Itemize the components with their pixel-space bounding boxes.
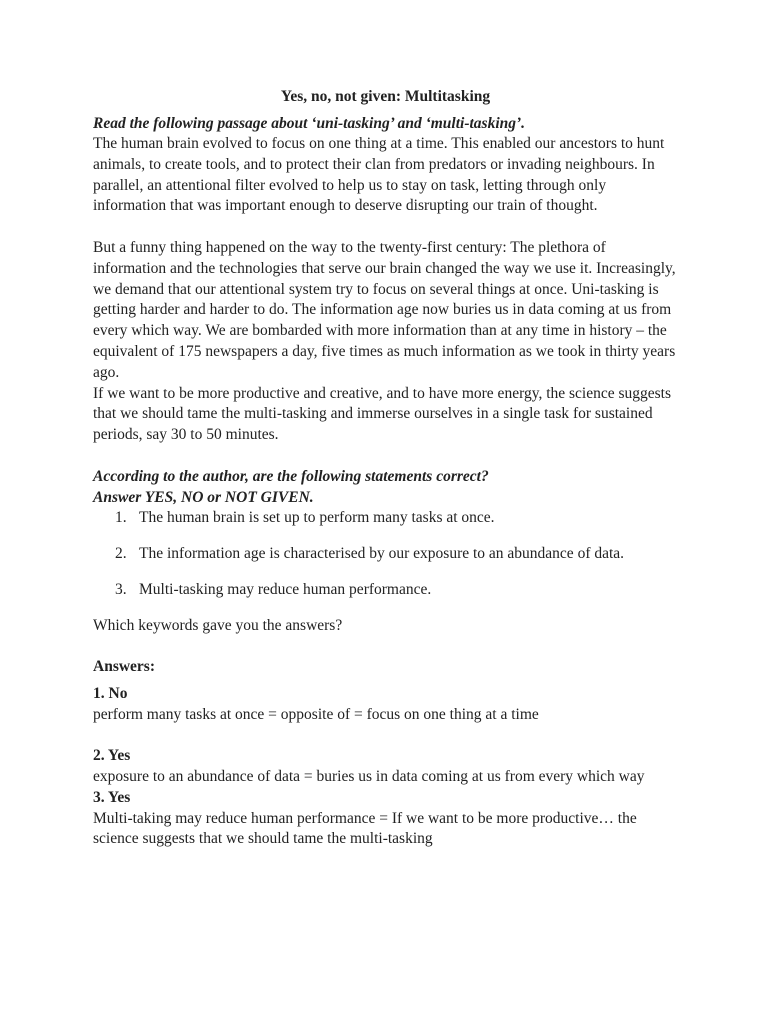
answer-text: exposure to an abundance of data = buries us in data coming at us from every which way [93,768,645,786]
answer-label: 1. No [93,684,128,702]
answer-label: 2. Yes [93,747,131,765]
passage-paragraph-3: If we want to be more productive and creative, and to have more energy, the science suggests that we should tame the multi-tasking and immerse ourselves in a single task for sustained periods, say 30 to 50 minutes. [93,384,672,444]
question-item [93,544,678,565]
document-title: Yes, no, not given: Multitasking [280,88,491,105]
paragraph-gap [93,446,678,467]
question-instruction-1: According to the author, are the following statements correct? [93,467,489,485]
document-page [93,86,678,850]
answers-heading: Answers: [93,658,155,676]
keywords-prompt: Which keywords gave you the answers? [93,617,343,635]
answer-block-2 [93,746,678,788]
answer-text: Multi-taking may reduce human performance = If we want to be more productive… the science suggests that we should tame the multi-tasking [93,809,637,848]
question-number: 2. [115,545,127,563]
paragraph-gap [93,725,678,746]
answer-block-3 [93,788,678,850]
paragraph-gap [93,217,678,238]
question-text: The information age is characterised by our exposure to an abundance of data. [139,545,625,563]
question-text: The human brain is set up to perform many tasks at once. [139,509,495,527]
passage-paragraph-1: The human brain evolved to focus on one thing at a time. This enabled our ancestors to hunt animals, to create tools, and to protect their clan from predators or invading neighbours. In parallel, an attentional filter evolved to help us to stay on task, letting through only information that was important enough to deserve disrupting our train of thought. [93,135,665,215]
answer-text: perform many tasks at once = opposite of = focus on one thing at a time [93,705,539,723]
passage-paragraph-2: But a funny thing happened on the way to the twenty-first century: The plethora of information and the technologies that serve our brain changed the way we use it. Increasingly, we demand that our attentional system try to focus on several things at once. Uni-tasking is getting harder and harder to do. The information age now buries us in data coming at us from every which way. We are bombarded with more information than at any time in history – the equivalent of 175 newspapers a day, five times as much information as we took in thirty years ago. [93,238,676,381]
question-number: 3. [115,581,127,599]
passage-intro: Read the following passage about ‘uni-tasking’ and ‘multi-tasking’. [93,115,526,132]
question-number: 1. [115,509,127,527]
questions-list [93,508,678,601]
question-item [93,580,678,601]
question-instruction-2: Answer YES, NO or NOT GIVEN. [93,488,314,506]
answer-label: 3. Yes [93,788,131,806]
answer-block-1 [93,684,678,726]
question-text: Multi-tasking may reduce human performance. [139,581,432,599]
question-item [93,508,678,529]
